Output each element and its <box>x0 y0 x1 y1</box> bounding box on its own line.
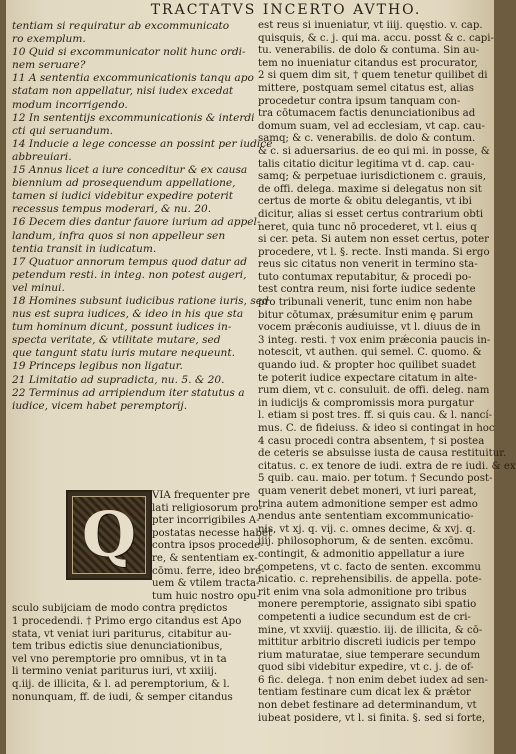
text-line: in iudicijs & compromissis mora purgatur <box>258 397 474 409</box>
text-line: 2 si quem dim sit, † quem tenetur quilibet di <box>258 70 488 82</box>
text-line: neret, quia tunc nō procederet, vt l. eius q <box>258 221 477 233</box>
text-line: 6 fic. delega. † non enim debet iudex ad sen- <box>258 674 489 686</box>
text-line: 5 quib. cau. maio. per totum. † Secundo post- <box>258 473 493 485</box>
body-line: cōmu. ferre, ideo bre- <box>152 565 265 577</box>
summary-line: nem seruare? <box>12 59 86 72</box>
body-line: vel vno peremptorie pro omnibus, vt in ta <box>12 653 227 665</box>
text-line: mus. C. de fideiuss. & ideo si contingat in hoc <box>258 423 495 434</box>
body-line: tem tribus edictis siue denunciationibus, <box>12 641 223 653</box>
body-line: VIA frequenter pre <box>152 490 250 501</box>
text-line: mine, vt xxviij. quæstio. iij. de illicita, & cō- <box>258 624 483 636</box>
summary-line: tum hominum dicunt, possunt iudices in- <box>12 321 232 334</box>
body-line: li termino veniat pariturus iuri, vt xxiiij. <box>12 666 218 678</box>
text-line: vocem prǽconis audiuisse, vt l. diuus de in <box>258 322 481 334</box>
body-line: contra ipsos procede- <box>152 540 264 552</box>
text-line: trina autem admonitione semper est admo <box>258 498 478 510</box>
text-line: quando iud. & propter hoc quilibet suadet <box>258 360 476 372</box>
body-line: stata, vt veniat iuri pariturus, citabitur au- <box>12 628 232 640</box>
body-text-left <box>12 488 273 754</box>
text-line: de offi. delega. maxime si delegatus non sit <box>258 183 482 195</box>
text-line: test contra reum, nisi forte iudice sedente <box>258 284 476 296</box>
summary-column <box>12 20 273 490</box>
summary-line: tentiam si requiratur ab excommunicato <box>12 20 230 32</box>
summary-line: 21 Limitatio ad supradicta, nu. 5. & 20. <box>12 373 225 386</box>
text-line: mittere, postquam semel citatus est, alias <box>258 82 474 94</box>
body-line: uem & vtilem tracta- <box>152 578 260 590</box>
summary-line: tamen si iudici videbitur expedire poterit <box>12 190 234 203</box>
summary-line: 12 In sententijs excommunicationis & interdi <box>12 111 255 124</box>
text-line: 4 casu procedi contra absentem, † si postea <box>258 435 485 447</box>
text-line: nendus ante sententiam excommunicatio- <box>258 511 474 523</box>
text-line: notescit, vt authen. qui semel. C. quomo. & <box>258 347 482 359</box>
text-line: procedere, vt l. §. recte. Insti manda. Si ergo <box>258 246 490 258</box>
text-line: te poterit iudice expectare citatum in alte- <box>258 372 478 384</box>
body-line: 1 procedendi. † Primo ergo citandus est Apo <box>12 615 242 627</box>
summary-line: statam non appellatur, nisi iudex excedat <box>12 85 234 98</box>
text-line: 3 integ. resti. † vox enim prǽconia paucis in- <box>258 334 491 346</box>
summary-line: 19 Princeps legibus non ligatur. <box>12 360 183 373</box>
text-line: pro tribunali venerit, tunc enim non habe <box>258 297 473 309</box>
summary-line: 22 Terminus ad arripiendum iter statutus a <box>12 386 245 399</box>
summary-line: 14 Inducie a lege concesse an possint per iudice <box>12 137 273 150</box>
body-line: sculo subijciam de modo contra prędictos <box>12 603 228 615</box>
text-line: de ceteris se absuisse iusta de causa restituitur. <box>258 448 507 460</box>
text-line: rium maturatae, siue temperare secundum <box>258 649 481 661</box>
book-page <box>6 0 516 754</box>
text-line: tuto contumax reputabitur, & procedi po- <box>258 271 472 283</box>
summary-line: nus est supra iudices, & ideo in his que sta <box>12 308 244 321</box>
text-line: mittitur arbitrio discreti iudicis per tempo <box>258 637 476 649</box>
summary-line: petendum resti. in integ. non potest augeri, <box>12 268 247 281</box>
text-line: si cer. peta. Si autem non esset certus, poter <box>258 234 489 246</box>
text-line: reus sic citatus non venerit in termino sta- <box>258 259 478 271</box>
summary-line: landum, infra quos si non appelleur sen <box>12 229 226 242</box>
text-line: quod sibi videbitur expedire, vt c. j. de of- <box>258 662 474 674</box>
body-line: q.iij. de illicita, & l. ad peremptorium, & l. <box>12 678 230 690</box>
summary-line: tentia transit in iudicatum. <box>12 242 157 255</box>
text-line: iiij. philosophorum, & de senten. excōmu. <box>258 536 474 548</box>
text-line: competenti a iudice secundum est de cri- <box>258 611 471 623</box>
text-line: iubeat posidere, vt l. si finita. §. sed si forte, <box>258 712 486 724</box>
text-line: talis citatio dicitur legitima vt d. cap. cau- <box>258 158 475 170</box>
body-line: pter incorrigibiles A- <box>152 515 260 527</box>
summary-line: cti qui seruandum. <box>12 124 114 137</box>
text-line: rum diem, vt c. consuluit. de offi. deleg. nam <box>258 385 490 397</box>
text-line: bitur cōtumax, prǽsumitur enim ę parum <box>258 309 474 321</box>
text-line: est reus si inueniatur, vt iiij. quęstio. v. cap. <box>258 20 483 31</box>
text-line: & c. si aduersarius. de eo qui mi. in posse, & <box>258 145 490 157</box>
text-line: quisquis, & c. j. qui ma. accu. posst & c. capi- <box>258 32 494 44</box>
summary-line: modum incorrigendo. <box>12 98 128 111</box>
text-line: competens, vt c. facto de senten. excommu <box>258 561 481 573</box>
text-line: monere peremptorie, assignato sibi spatio <box>258 599 477 611</box>
text-line: l. etiam si post tres. ff. si quis cau. & l. nancí- <box>258 410 493 422</box>
summary-line: 17 Quatuor annorum tempus quod datur ad <box>12 255 248 268</box>
body-line: postatas necesse habét <box>152 527 273 539</box>
body-line: nonunquam, ff. de iudi, & semper citandus <box>12 691 233 703</box>
text-line: dicitur, alias si esset certus contrarium obti <box>258 208 484 220</box>
text-line: samq; & perpetuae iurisdictionem c. grauis, <box>258 171 486 183</box>
summary-line: 11 A sententia excommunicationis tanqu apo <box>12 72 254 85</box>
summary-line: que tangunt statu iuris mutare nequeunt. <box>12 347 235 360</box>
summary-line: 18 Homines subsunt iudicibus ratione iuris, sed <box>12 294 269 307</box>
summary-line: iudice, vicem habet peremptorij. <box>12 399 188 412</box>
text-line: citatus. c. ex tenore de iudi. extra de re iudi. & ex <box>258 460 516 472</box>
running-head: TRACTATVS INCERTO AVTHO. <box>150 2 422 18</box>
initial-letter: Q <box>81 498 136 571</box>
left-body-text <box>12 490 273 704</box>
summary-line: recessus tempus moderari, & nu. 20. <box>12 203 212 216</box>
text-line: tem no inueniatur citandus est procurator, <box>258 57 478 69</box>
text-line: tra cōtumacem factis denunciationibus ad <box>258 108 476 120</box>
text-line: quam venerit debet moneri, vt iuri pareat, <box>258 485 477 497</box>
body-line: re, & sententiam ex- <box>152 552 258 564</box>
summary-line: biennium ad prosequendum appellatione, <box>12 177 236 190</box>
summary-line: 16 Decem dies dantur fauore iurium ad appel- <box>12 216 261 229</box>
summary-line: specta veritate, & vtilitate mutare, sed <box>12 334 221 347</box>
text-line: procedetur contra ipsum tanquam con- <box>258 95 461 107</box>
summary-line: 10 Quid si excommunicator nolit hunc ordi- <box>12 46 246 59</box>
summary-line: ro exemplum. <box>12 33 86 46</box>
text-line: contingit, & admonitio appellatur a iure <box>258 548 465 560</box>
text-line: rit enim vna sola admonitione pro tribus <box>258 586 467 598</box>
text-line: nis, vt xj. q. vij. c. omnes decime, & xvj. q. <box>258 523 476 535</box>
text-line: samq; & c. venerabilis. de dolo & contum. <box>258 133 476 145</box>
text-line: certus de morte & obitu delegantis, vt ibi <box>258 196 472 208</box>
body-line: lati religiosorum pro- <box>152 502 262 514</box>
summary-line: vel minui. <box>12 281 65 294</box>
text-line: tu. venerabilis. de dolo & contuma. Sin au- <box>258 45 480 57</box>
right-text-column <box>258 20 516 754</box>
text-line: domum suam, vel ad ecclesiam, vt cap. cau- <box>258 120 485 132</box>
text-line: non debet festinare ad determinandum, vt <box>258 700 477 712</box>
text-line: tentiam festinare cum dicat lex & prǽtor <box>258 687 471 699</box>
text-line: nicatio. c. reprehensibilis. de appella. pote- <box>258 574 482 586</box>
body-line: tum huic nostro opu- <box>152 590 260 602</box>
summary-line: 15 Annus licet a iure conceditur & ex causa <box>12 164 248 177</box>
summary-line: abbreuiari. <box>12 150 72 163</box>
